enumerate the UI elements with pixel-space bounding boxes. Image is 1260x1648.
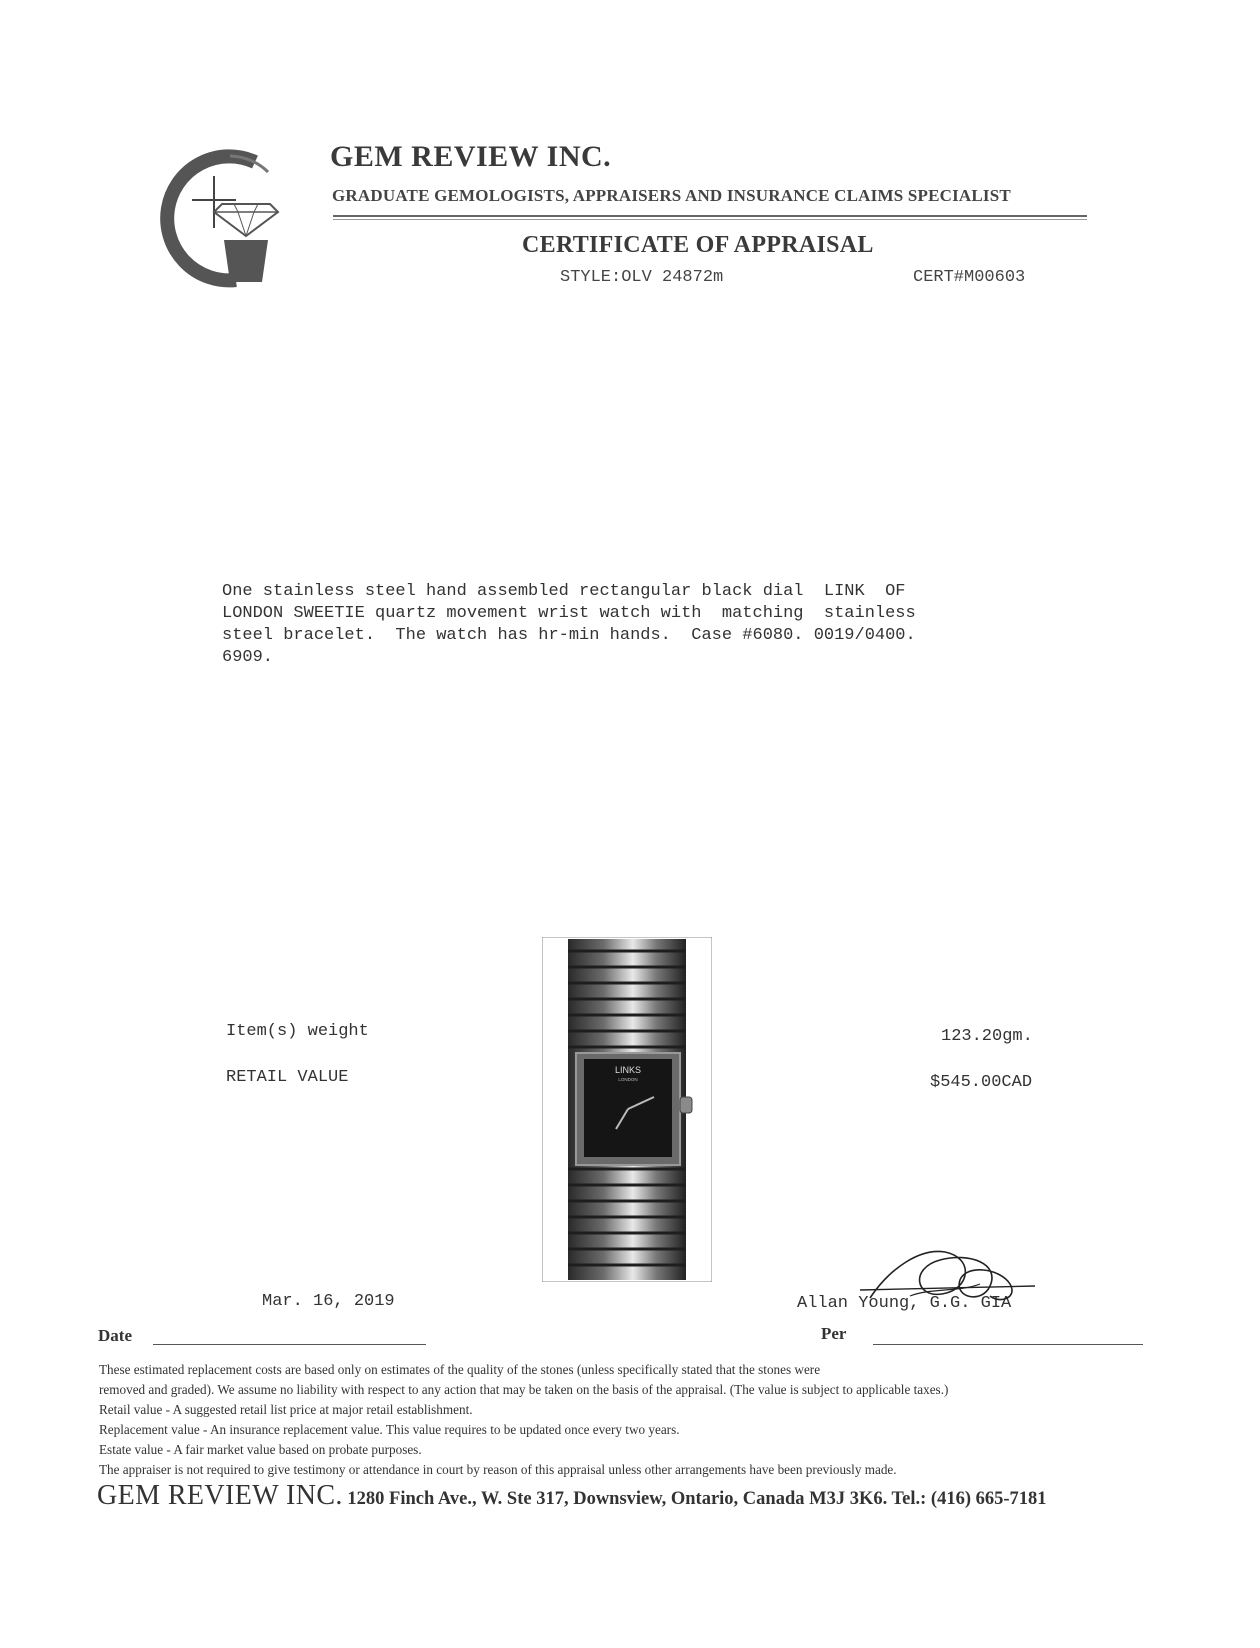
retail-value-label: RETAIL VALUE [226, 1068, 349, 1087]
disclaimer-line: These estimated replacement costs are based only on estimates of the quality of the stones (unless specifically stated that the stones were [99, 1362, 821, 1377]
footer-company-name: GEM REVIEW INC. [97, 1480, 343, 1511]
header-divider [333, 215, 1087, 217]
appraisal-date: Mar. 16, 2019 [262, 1292, 395, 1311]
disclaimer [99, 1360, 1179, 1480]
footer-address: 1280 Finch Ave., W. Ste 317, Downsview, Ontario, Canada M3J 3K6. Tel.: (416) 665-7181 [342, 1489, 1047, 1509]
per-label: Per [821, 1324, 847, 1343]
certificate-title: CERTIFICATE OF APPRAISAL [522, 232, 874, 258]
description-line: 6909. [222, 648, 274, 667]
company-tagline: GRADUATE GEMOLOGISTS, APPRAISERS AND INSURANCE CLAIMS SPECIALIST [332, 186, 1011, 205]
disclaimer-line: The appraiser is not required to give testimony or attendance in court by reason of this appraisal unless other arrangements have been previously made. [99, 1462, 897, 1477]
item-description [222, 581, 1052, 669]
header-divider-thin [333, 219, 1087, 220]
description-line: LONDON SWEETIE quartz movement wrist watch with matching stainless [222, 604, 916, 623]
disclaimer-line: Replacement value - An insurance replacement value. This value requires to be updated once every two years. [99, 1422, 680, 1437]
style-number: STYLE:OLV 24872m [560, 268, 724, 287]
description-line: One stainless steel hand assembled rectangular black dial LINK OF [222, 582, 906, 601]
watch-dial-city: LONDON [618, 1077, 638, 1082]
weight-label: Item(s) weight [226, 1022, 369, 1041]
watch-dial-brand: LINKS [614, 1065, 642, 1075]
certificate-number: CERT#M00603 [913, 268, 1026, 287]
retail-value-amount: $545.00CAD [930, 1073, 1033, 1092]
company-name: GEM REVIEW INC. [330, 140, 612, 173]
per-signature-line [873, 1344, 1143, 1345]
disclaimer-line: Estate value - A fair market value based on probate purposes. [99, 1442, 422, 1457]
date-signature-line [153, 1344, 426, 1345]
appraiser-name: Allan Young, G.G. GIA [797, 1294, 1012, 1313]
weight-value: 123.20gm. [941, 1027, 1033, 1046]
date-label: Date [98, 1326, 132, 1345]
company-logo [150, 148, 290, 288]
description-line: steel bracelet. The watch has hr-min hands. Case #6080. 0019/0400. [222, 626, 916, 645]
disclaimer-line: removed and graded). We assume no liability with respect to any action that may be taken on the basis of the appraisal. (The value is subject to applicable taxes.) [99, 1382, 949, 1397]
footer [97, 1480, 1047, 1512]
watch-photo [542, 937, 712, 1282]
disclaimer-line: Retail value - A suggested retail list price at major retail establishment. [99, 1402, 473, 1417]
handwritten-signature [850, 1238, 1050, 1318]
